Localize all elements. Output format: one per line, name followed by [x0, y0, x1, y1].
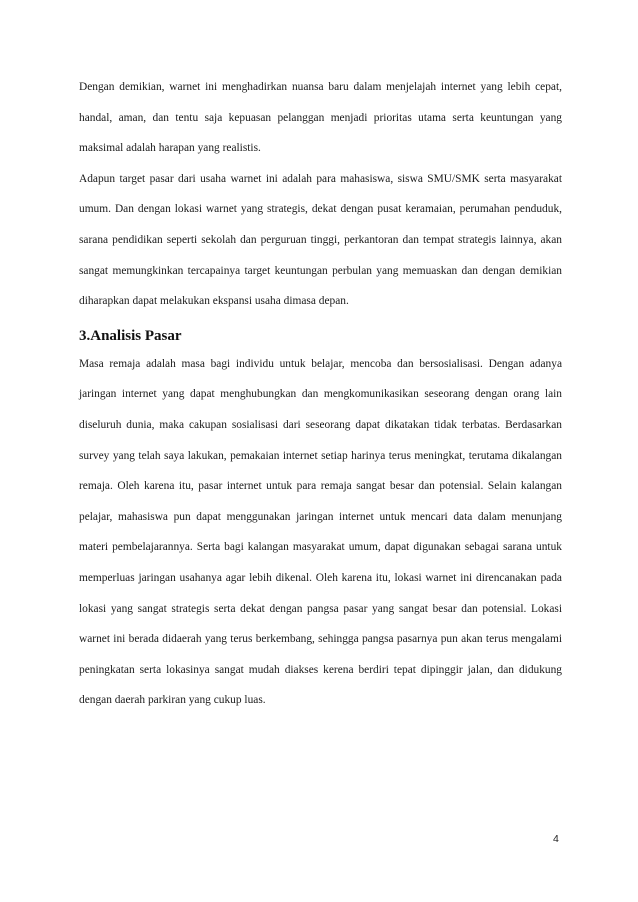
page-number: 4 — [553, 833, 559, 845]
paragraph-intro: Dengan demikian, warnet ini menghadirkan nuansa baru dalam menjelajah internet yang lebih cepat, handal, aman, dan tentu saja kepuasan pelanggan menjadi prioritas utama serta keuntungan yang maksimal adalah harapan yang realistis. — [79, 81, 562, 155]
page-content — [79, 72, 562, 716]
section-heading: 3.Analisis Pasar — [79, 327, 182, 344]
paragraph-target-market: Adapun target pasar dari usaha warnet ini adalah para mahasiswa, siswa SMU/SMK serta masyarakat umum. Dan dengan lokasi warnet yang strategis, dekat dengan pusat keramaian, perumahan penduduk, sarana pendidikan seperti sekolah dan perguruan tinggi, perkantoran dan tempat strategis lainnya, akan sangat memungkinkan tercapainya target keuntungan perbulan yang memuaskan dan dengan demikian diharapkan dapat melakukan ekspansi usaha dimasa depan. — [79, 172, 562, 308]
paragraph-market-analysis: Masa remaja adalah masa bagi individu untuk belajar, mencoba dan bersosialisasi. Dengan adanya jaringan internet yang dapat menghubungkan dan mengkomunikasikan seseorang dengan orang lain diseluruh dunia, maka cakupan sosialisasi dari seseorang dapat dikatakan tidak terbatas. Berdasarkan survey yang telah saya lakukan, pemakaian internet setiap harinya terus meningkat, terutama dikalangan remaja. Oleh karena itu, pasar internet untuk para remaja sangat besar dan potensial. Selain kalangan pelajar, mahasiswa pun dapat menggunakan jaringan internet untuk mencari data dalam menunjang materi pembelajarannya. Serta bagi kalangan masyarakat umum, dapat digunakan sebagai sarana untuk memperluas jaringan usahanya agar lebih dikenal. Oleh karena itu, lokasi warnet ini direncanakan pada lokasi yang sangat strategis serta dekat dengan pangsa pasar yang sangat besar dan potensial. Lokasi warnet ini berada didaerah yang terus berkembang, sehingga pangsa pasarnya pun akan terus mengalami peningkatan serta lokasinya sangat mudah diakses kerena berdiri tepat dipinggir jalan, dan didukung dengan daerah parkiran yang cukup luas. — [79, 357, 562, 707]
